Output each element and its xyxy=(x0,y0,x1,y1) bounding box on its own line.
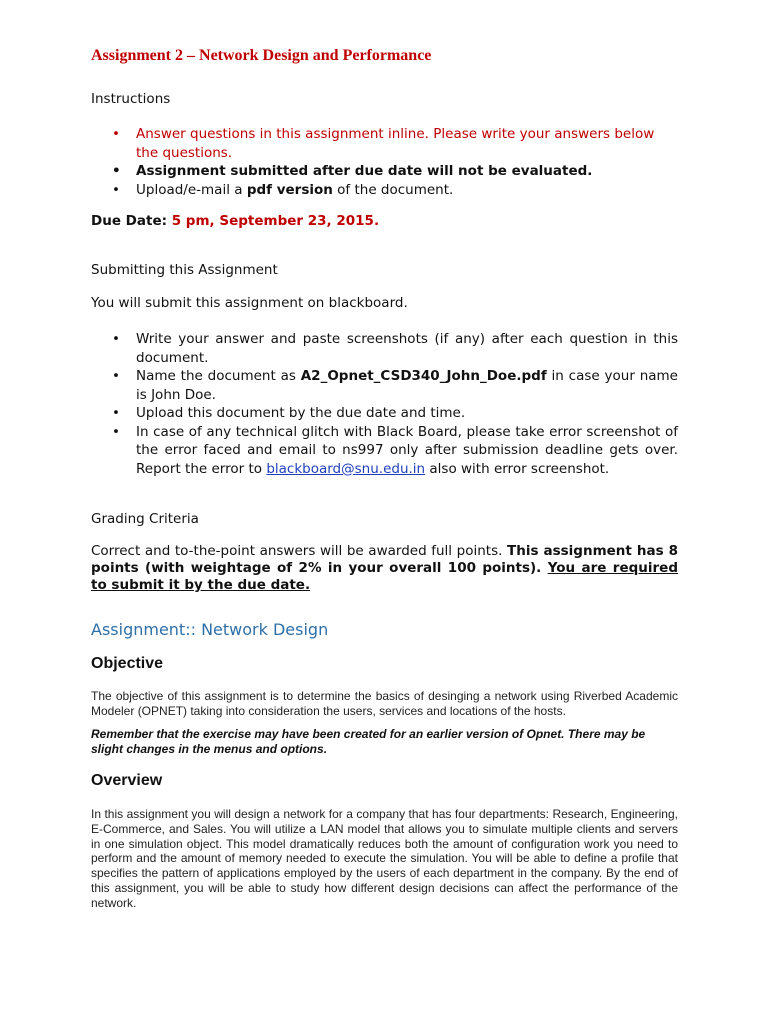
bullet-icon: • xyxy=(112,331,120,347)
list-item xyxy=(91,367,678,404)
objective-text: The objective of this assignment is to determine the basics of desinging a network using Riverbed Academic Modeler (OPNET) taking into consideration the users, services and locations of the hosts. xyxy=(91,689,678,718)
submitting-intro: You will submit this assignment on blackboard. xyxy=(91,295,408,311)
document-title: Assignment 2 – Network Design and Performance xyxy=(91,47,432,64)
submitting-text: Upload this document by the due date and time. xyxy=(136,405,466,421)
due-date-label: Due Date: xyxy=(91,213,172,229)
grading-bold-text: This assignment has 8 points (with weightage of 2% in your overall 100 points). xyxy=(91,543,678,576)
bullet-icon: • xyxy=(112,181,120,198)
instruction-text: Assignment submitted after due date will not be evaluated. xyxy=(136,163,593,179)
instructions-list xyxy=(91,125,678,199)
instruction-text: Answer questions in this assignment inline. Please write your answers below the questions. xyxy=(136,126,655,161)
due-date xyxy=(91,213,678,229)
list-item xyxy=(91,423,678,479)
submitting-list xyxy=(91,330,678,478)
grading-underline-text: You are required to submit it by the due date. xyxy=(91,560,678,593)
submitting-text: in case your name is John Doe. xyxy=(136,368,678,403)
instruction-bold-text: pdf version xyxy=(246,181,333,198)
submitting-heading: Submitting this Assignment xyxy=(91,262,278,278)
overview-text: In this assignment you will design a network for a company that has four departments: Research, Engineering, E-Commerce, and Sales. You will utilize a LAN model that allows you to simulate multiple clients and servers in one simulation object. This model dramatically reduces both the amount of configuration work you need to perform and the amount of memory needed to execute the simulation. You will be able to define a profile that specifies the pattern of applications employed by the users of each department in the company. By the end of this assignment, you will be able to study how different design decisions can affect the performance of the network. xyxy=(91,807,678,910)
list-item xyxy=(91,181,678,200)
file-name: A2_Opnet_CSD340_John_Doe.pdf xyxy=(300,368,547,384)
grading-plain-text: Correct and to-the-point answers will be awarded full points. xyxy=(91,543,507,559)
bullet-icon: • xyxy=(112,368,120,384)
instructions-heading: Instructions xyxy=(91,91,171,107)
bullet-icon: • xyxy=(112,423,120,440)
objective-heading: Objective xyxy=(91,655,164,672)
list-item xyxy=(91,125,678,162)
due-date-value: 5 pm, September 23, 2015. xyxy=(171,213,380,229)
email-link[interactable]: blackboard@snu.edu.in xyxy=(266,460,426,477)
grading-heading: Grading Criteria xyxy=(91,511,199,527)
overview-heading: Overview xyxy=(91,772,163,789)
instruction-text: Upload/e-mail a xyxy=(136,181,247,198)
assignment-heading: Assignment:: Network Design xyxy=(91,620,329,639)
bullet-icon: • xyxy=(112,163,121,179)
list-item xyxy=(91,162,678,181)
bullet-icon: • xyxy=(112,126,120,142)
objective-note: Remember that the exercise may have been created for an earlier version of Opnet. There may be slight changes in the menus and options. xyxy=(91,727,646,756)
submitting-text: Name the document as xyxy=(136,368,301,384)
submitting-text: also with error screenshot. xyxy=(425,460,610,477)
grading-text xyxy=(91,543,678,594)
list-item xyxy=(91,404,678,423)
list-item xyxy=(91,330,678,367)
bullet-icon: • xyxy=(112,405,120,421)
submitting-text: In case of any technical glitch with Black Board, please take error screenshot of the error faced and email to ns997 only after submission deadline gets over. Report the error to xyxy=(136,423,678,477)
submitting-text: Write your answer and paste screenshots (if any) after each question in this document. xyxy=(136,331,678,366)
instruction-text: of the document. xyxy=(332,181,454,198)
